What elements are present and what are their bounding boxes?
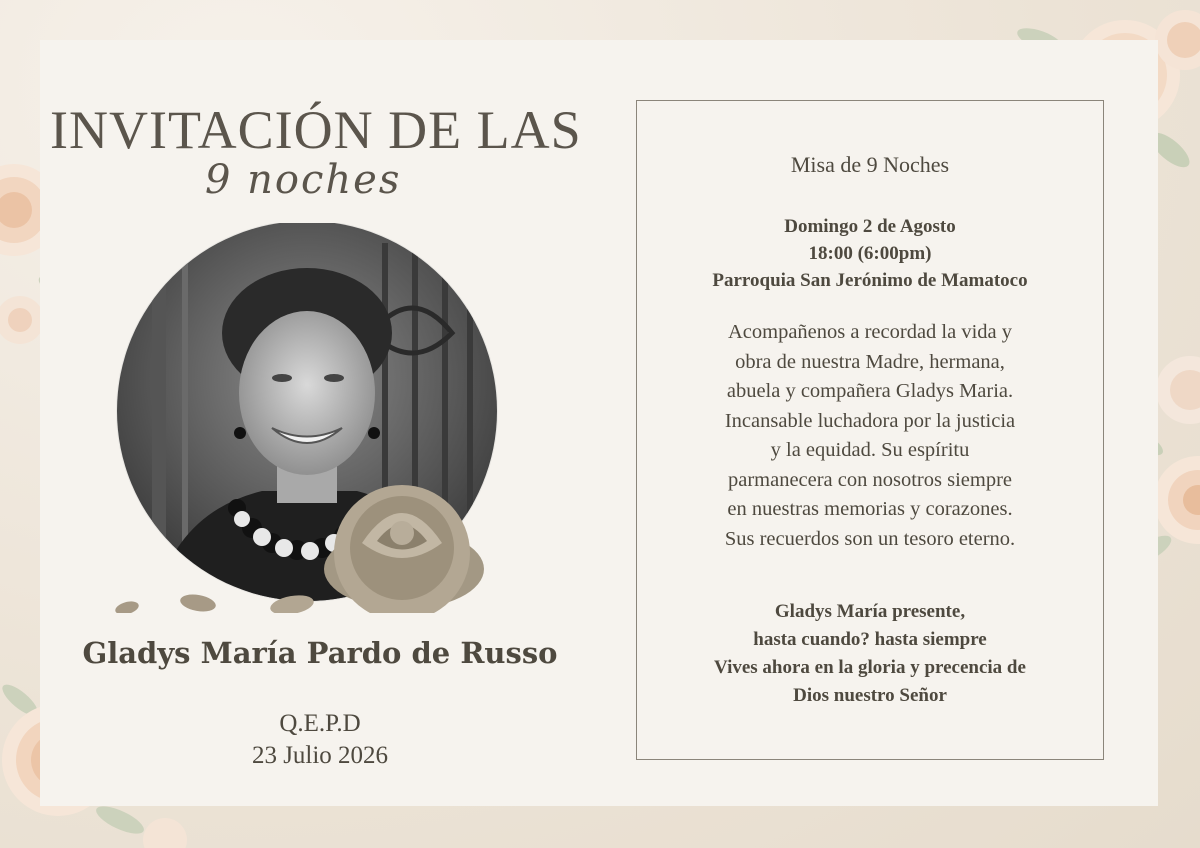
qepd-text: Q.E.P.D bbox=[279, 710, 361, 737]
message-line: Incansable luchadora por la justicia bbox=[724, 409, 1016, 432]
closing-line: Dios nuestro Señor bbox=[793, 685, 947, 706]
message-line: abuela y compañera Gladys Maria. bbox=[726, 380, 1014, 402]
invitation-title: INVITACIÓN DE LAS bbox=[50, 100, 582, 160]
event-time: 18:00 (6:00pm) bbox=[808, 243, 932, 264]
event-day: Domingo 2 de Agosto bbox=[784, 216, 956, 237]
event-place: Parroquia San Jerónimo de Mamatoco bbox=[712, 270, 1028, 291]
closing-line: Vives ahora en la gloria y precencia de bbox=[714, 657, 1026, 678]
portrait-photo bbox=[112, 223, 502, 613]
closing-paragraph bbox=[636, 598, 1104, 710]
message-line: en nuestras memorias y corazones. bbox=[727, 498, 1013, 520]
closing-line: hasta cuando? hasta siempre bbox=[753, 629, 987, 650]
message-line: Sus recuerdos son un tesoro eterno. bbox=[724, 527, 1016, 550]
message-paragraph bbox=[636, 318, 1104, 554]
deceased-name: Gladys María Pardo de Russo bbox=[82, 636, 558, 670]
message-line: parmanecera con nosotros siempre bbox=[727, 468, 1013, 491]
date-of-death: 23 Julio 2026 bbox=[251, 742, 389, 769]
closing-line: Gladys María presente, bbox=[774, 601, 966, 622]
message-line: y la equidad. Su espíritu bbox=[770, 439, 970, 461]
memorial-block bbox=[60, 708, 580, 772]
event-details bbox=[636, 213, 1104, 294]
message-line: obra de nuestra Madre, hermana, bbox=[735, 350, 1005, 373]
message-line: Acompañenos a recordad la vida y bbox=[727, 321, 1013, 343]
invitation-subtitle: 9 noches bbox=[205, 157, 402, 203]
event-heading: Misa de 9 Noches bbox=[790, 152, 950, 177]
